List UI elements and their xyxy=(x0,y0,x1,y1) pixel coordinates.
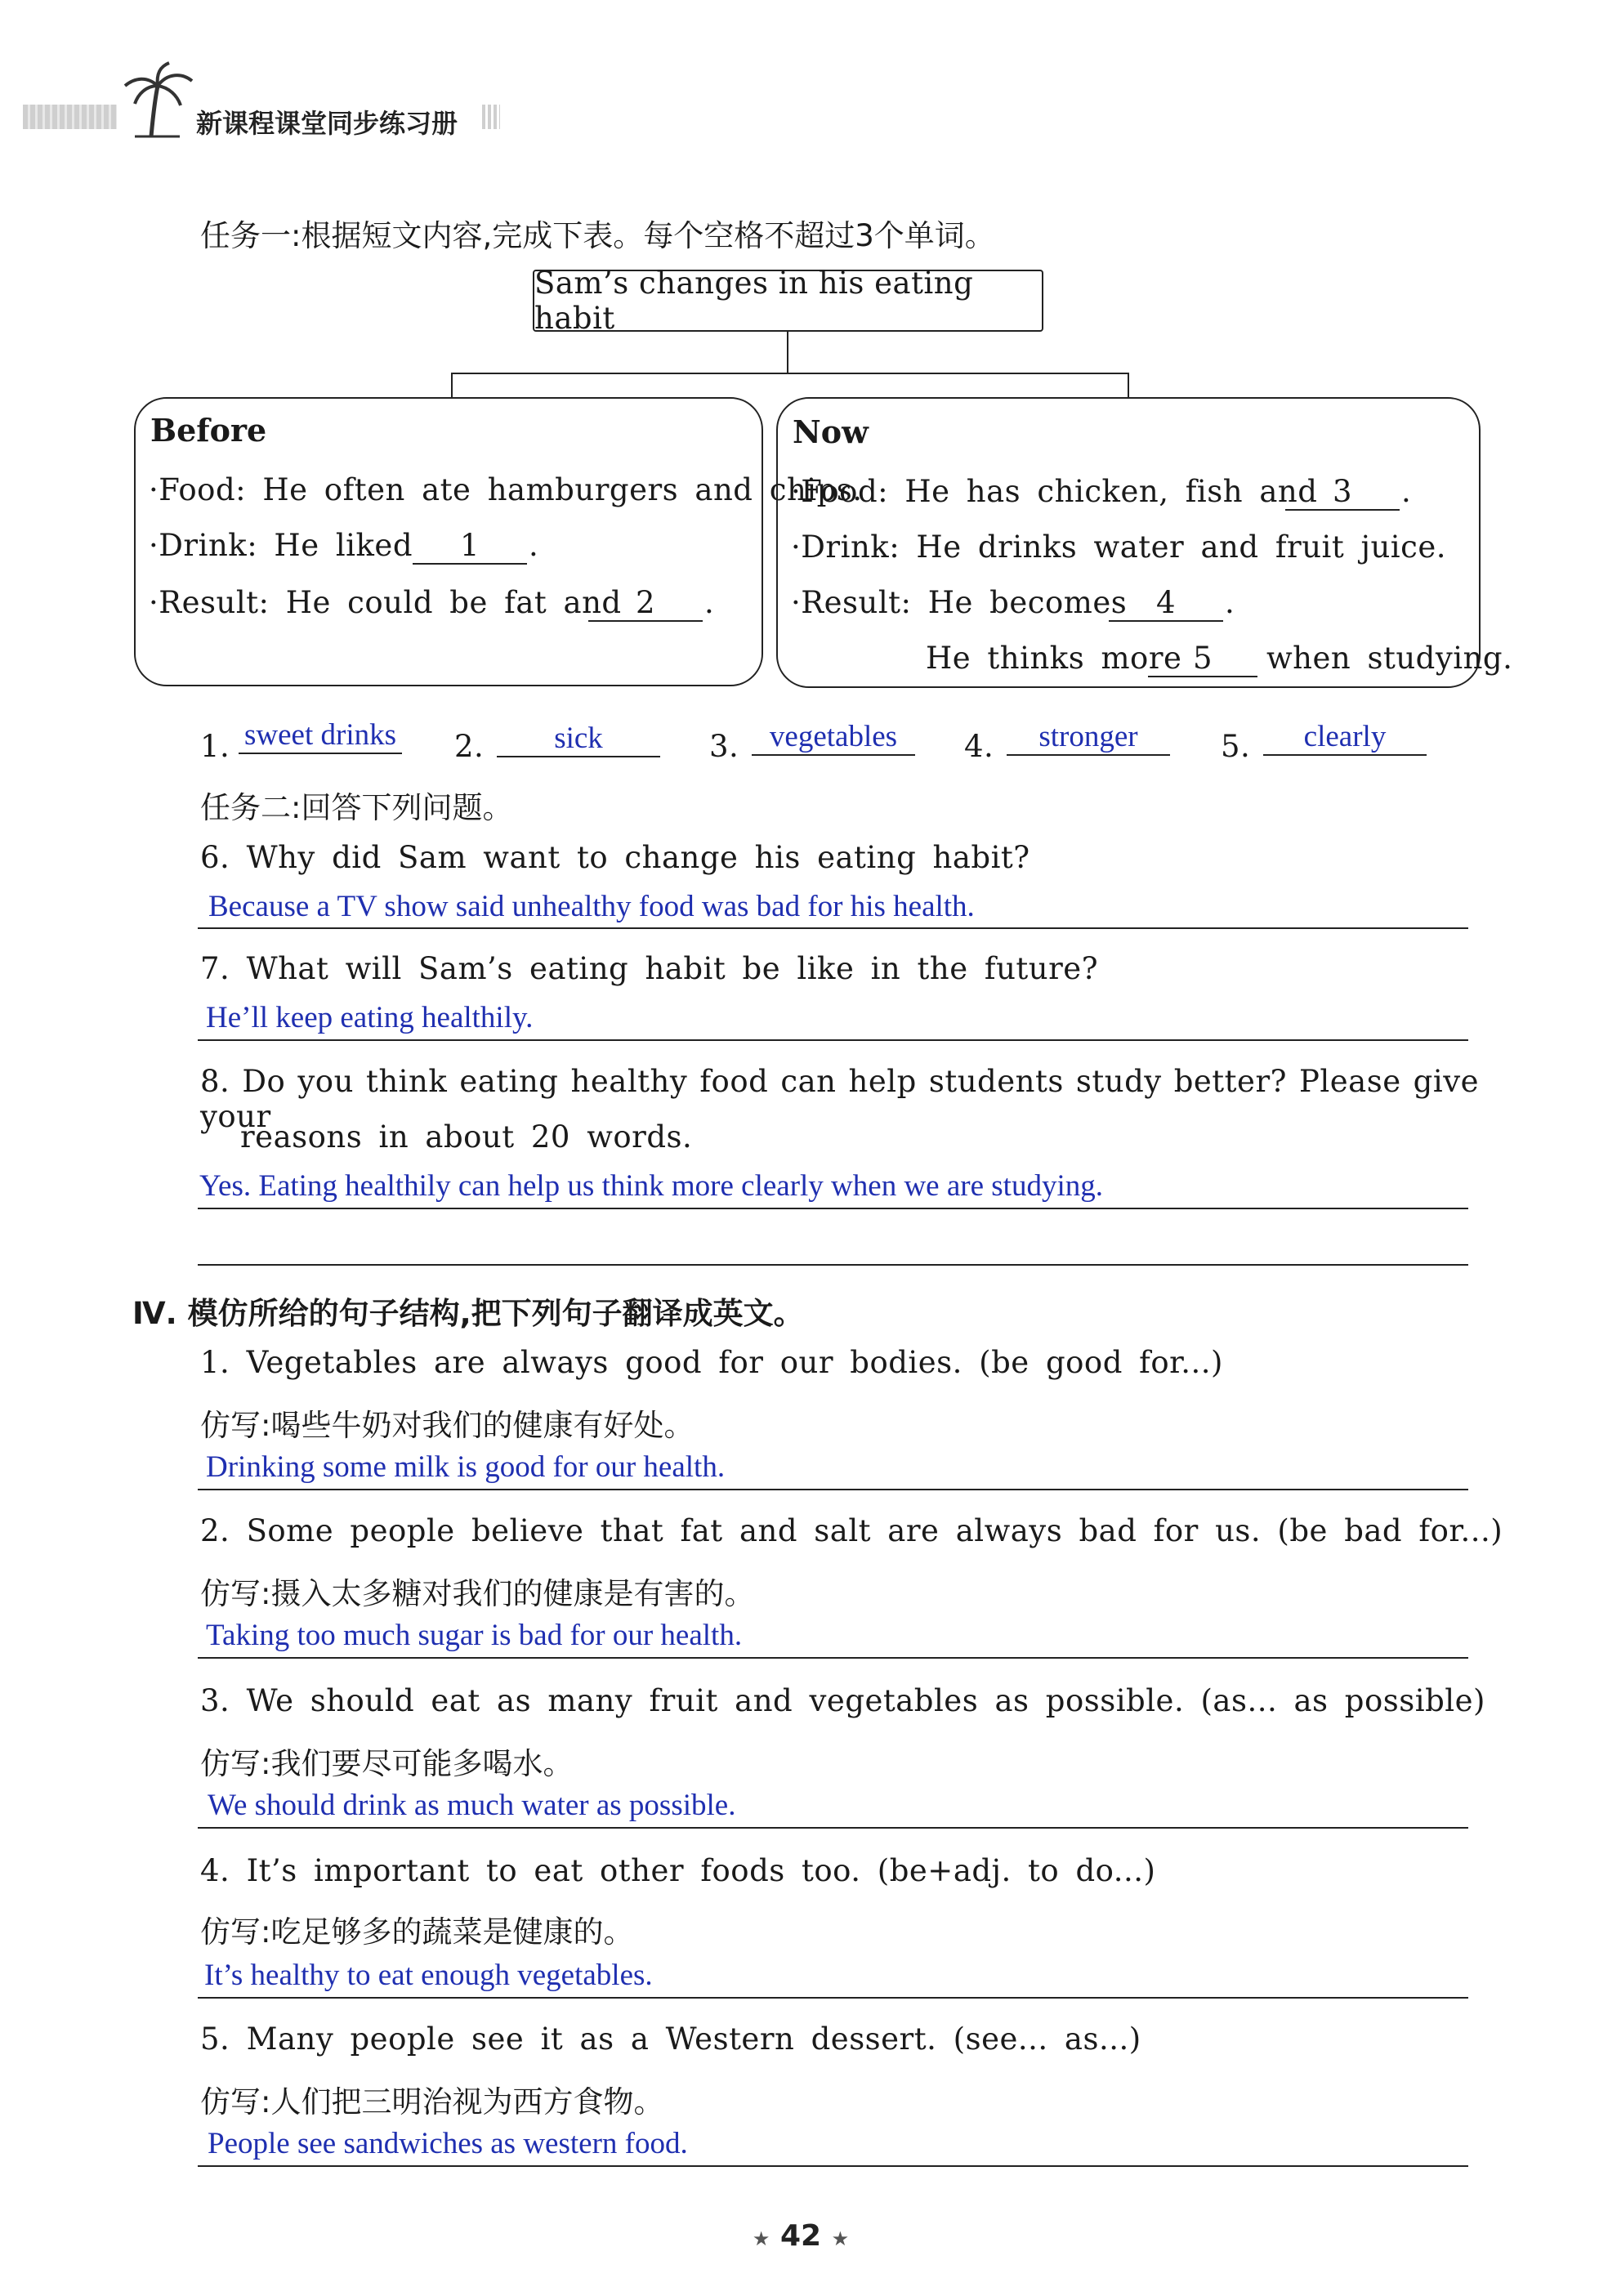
period: . xyxy=(529,528,539,563)
answer-blank: stronger xyxy=(1007,719,1170,756)
s4-chinese-5: 仿写:人们把三明治视为西方食物。 xyxy=(200,2084,664,2120)
answer-line xyxy=(198,1264,1468,1266)
now-drink: ·Drink: He drinks water and fruit juice. xyxy=(791,529,1447,565)
answer-blank: sweet drinks xyxy=(239,717,402,754)
header-bar-right xyxy=(482,105,500,129)
period: . xyxy=(1401,474,1412,509)
answer-line xyxy=(198,1997,1468,1999)
before-heading: Before xyxy=(150,412,267,449)
now-thinks: He thinks more xyxy=(926,641,1182,676)
book-title: 新课程课堂同步练习册 xyxy=(196,108,458,139)
answer-line xyxy=(198,1827,1468,1829)
s4-answer-3: We should drink as much water as possible. xyxy=(208,1789,736,1822)
page-number: 42 xyxy=(779,2219,822,2253)
answer-line xyxy=(198,927,1468,929)
period: . xyxy=(1225,585,1235,620)
page-number-footer xyxy=(752,2219,850,2253)
now-thinks-blank: 5 xyxy=(1148,641,1257,677)
diagram-connector xyxy=(451,373,453,399)
palm-tree-icon xyxy=(118,61,196,139)
answer-7: He’ll keep eating healthily. xyxy=(206,1001,534,1034)
answer-line xyxy=(198,1039,1468,1041)
now-food-blank: 3 xyxy=(1285,474,1400,511)
s4-chinese-2: 仿写:摄入太多糖对我们的健康是有害的。 xyxy=(200,1576,755,1611)
answer-line xyxy=(198,2165,1468,2167)
answer-line xyxy=(198,1208,1468,1209)
answer-line xyxy=(198,1489,1468,1490)
before-food: ·Food: He often ate hamburgers and chips. xyxy=(149,472,863,507)
task1-instruction: 任务一:根据短文内容,完成下表。每个空格不超过3个单词。 xyxy=(200,218,995,253)
answer-num: 2. xyxy=(454,729,485,764)
answer-6: Because a TV show said unhealthy food was bad for his health. xyxy=(208,890,975,923)
s4-question-1: 1. Vegetables are always good for our bodies. (be good for...) xyxy=(200,1345,1223,1380)
answer-blank: clearly xyxy=(1263,719,1427,756)
answer-num: 1. xyxy=(200,729,230,764)
answer-num: 5. xyxy=(1221,729,1251,764)
now-result-blank: 4 xyxy=(1109,585,1223,622)
now-food: ·Food: He has chicken, fish and xyxy=(791,474,1318,509)
question-8-line1: 8. Do you think eating healthy food can help students study better? Please give your xyxy=(200,1064,1479,1134)
now-heading: Now xyxy=(793,413,869,450)
section4-title: Ⅳ. 模仿所给的句子结构,把下列句子翻译成英文。 xyxy=(132,1296,804,1331)
answer-num: 3. xyxy=(709,729,739,764)
s4-answer-2: Taking too much sugar is bad for our health. xyxy=(206,1619,743,1652)
s4-question-5: 5. Many people see it as a Western dessert. (see... as...) xyxy=(200,2021,1141,2057)
before-drink-blank: 1 xyxy=(413,528,527,565)
diagram-connector xyxy=(451,373,1129,374)
period: . xyxy=(704,585,715,620)
answer-blank: sick xyxy=(497,721,660,757)
now-thinks-suffix: when studying. xyxy=(1266,641,1513,676)
question-6: 6. Why did Sam want to change his eating habit? xyxy=(200,840,1030,875)
task2-instruction: 任务二:回答下列问题。 xyxy=(200,790,513,825)
s4-answer-4: It’s healthy to eat enough vegetables. xyxy=(204,1959,653,1992)
answer-num: 4. xyxy=(964,729,994,764)
answer-8: Yes. Eating healthily can help us think more clearly when we are studying. xyxy=(199,1169,1103,1203)
diagram-connector xyxy=(787,332,788,373)
before-result: ·Result: He could be fat and xyxy=(149,585,622,620)
diagram-title: Sam’s changes in his eating habit xyxy=(534,266,974,336)
star-icon: ★ xyxy=(831,2227,850,2250)
s4-chinese-1: 仿写:喝些牛奶对我们的健康有好处。 xyxy=(200,1408,695,1443)
question-7: 7. What will Sam’s eating habit be like in the future? xyxy=(200,951,1099,986)
s4-answer-1: Drinking some milk is good for our health. xyxy=(206,1450,726,1484)
header-bar xyxy=(23,105,117,129)
before-result-blank: 2 xyxy=(588,585,703,622)
now-result: ·Result: He becomes xyxy=(791,585,1128,620)
diagram-connector xyxy=(1128,373,1129,399)
s4-question-3: 3. We should eat as many fruit and vegetables as possible. (as... as possible) xyxy=(200,1683,1485,1718)
answer-line xyxy=(198,1657,1468,1659)
star-icon: ★ xyxy=(752,2227,770,2250)
answer-blank: vegetables xyxy=(752,719,915,756)
s4-question-2: 2. Some people believe that fat and salt are always bad for us. (be bad for...) xyxy=(200,1513,1503,1548)
question-8-line2: reasons in about 20 words. xyxy=(240,1119,693,1155)
before-drink: ·Drink: He liked xyxy=(149,528,413,563)
s4-question-4: 4. It’s important to eat other foods too. (be+adj. to do...) xyxy=(200,1853,1156,1888)
diagram-title-box xyxy=(533,266,1043,336)
s4-answer-5: People see sandwiches as western food. xyxy=(208,2127,688,2160)
s4-chinese-4: 仿写:吃足够多的蔬菜是健康的。 xyxy=(200,1914,634,1950)
s4-chinese-3: 仿写:我们要尽可能多喝水。 xyxy=(200,1746,574,1781)
